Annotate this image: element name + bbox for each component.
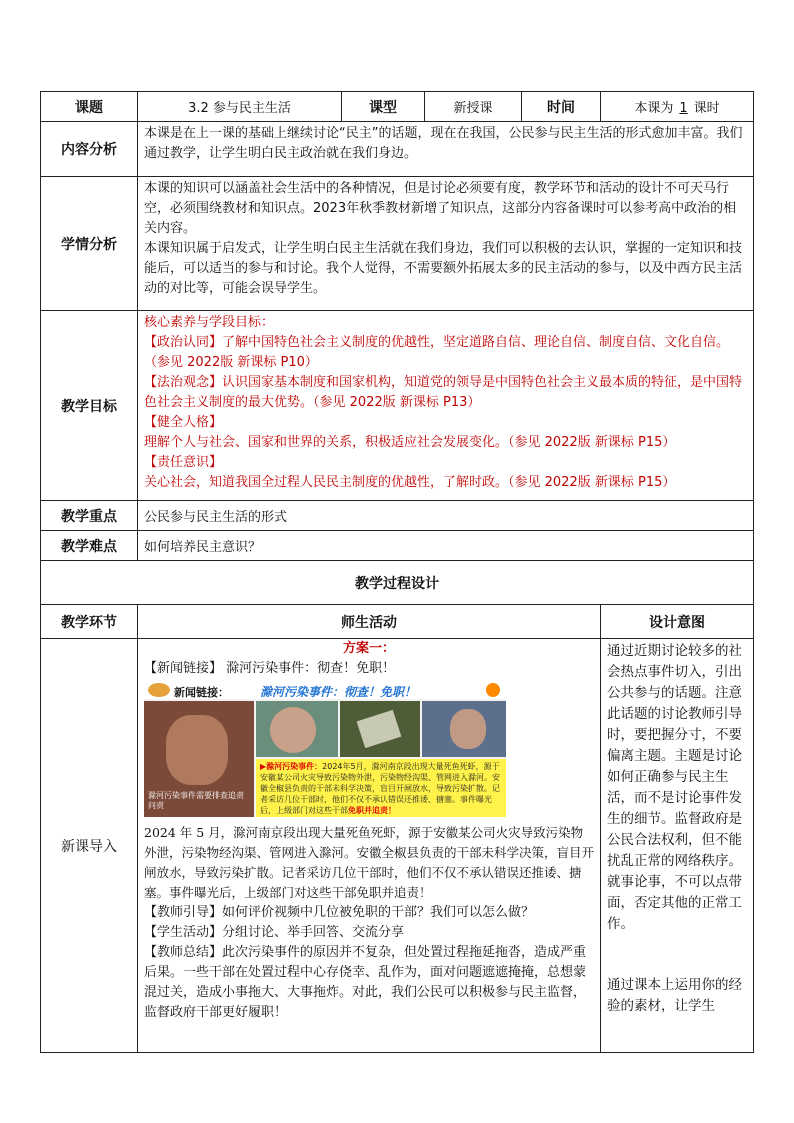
topic-label: 课题 [41,92,138,122]
topic-value: 3.2 参与民主生活 [138,92,342,122]
river-photo [340,701,420,757]
time-label: 时间 [522,92,601,122]
learner-para-2: 本课知识属于启发式，让学生明白民主生活就在我们身边，我们可以积极的去认识，掌握的一定知识和技能后，可以适当的参与和讨论。我个人觉得，不需要额外拓展太多的民主活动的参与，以及中西方民主活动的对比等，可能会误导学生。 [144,241,743,296]
time-value [601,92,754,122]
objective-item: 【政治认同】了解中国特色社会主义制度的优越性，坚定道路自信、理论自信、制度自信、文化自信。（参见 2022版 新课标 P10） [144,335,730,370]
difficulty-text: 如何培养民主意识？ [138,531,754,561]
student-line: 【学生活动】分组讨论、举手回答、交流分享 [144,925,405,940]
content-analysis-text: 本课是在上一课的基础上继续讨论“民主”的话题，现在在我国，公民参与民主生活的形式愈加丰富。我们通过教学，让学生明白民主政治就在我们身边。 [138,122,754,177]
intro-intent [601,639,754,1053]
key-point-text: 公民参与民主生活的形式 [138,501,754,531]
news-image [144,681,506,817]
news-image-title: 滁河污染事件：彻查！免职！ [260,685,417,699]
objectives-label: 教学目标 [41,311,138,501]
summary-line: 【教师总结】此次污染事件的原因并不复杂，但处置过程拖延拖沓，造成严重后果。一些干部在处置过程中心存侥幸、乱作为，面对问题遮遮掩掩，总想蒙混过关，造成小事拖大、大事拖炸。对此，我们公民可以积极参与民主监督，监督政府干部更好履职！ [144,945,587,1020]
plan-title: 方案一： [342,641,395,656]
key-point-label: 教学重点 [41,501,138,531]
guide-line: 【教师引导】如何评价视频中几位被免职的干部？我们可以怎么做？ [144,905,535,920]
news-image-label: 新闻链接： [174,686,229,699]
type-label: 课型 [342,92,425,122]
learner-analysis-text [138,177,754,311]
objective-item: 【责任意识】关心社会，知道我国全过程人民民主制度的优越性，了解时政。（参见 2022版 新课标 P15） [144,455,676,490]
intent-column-header: 设计意图 [601,605,754,639]
process-title: 教学过程设计 [41,561,754,605]
official-photo-2 [256,701,338,757]
intro-stage: 新课导入 [41,639,138,1053]
news-line: 【新闻链接】 滁河污染事件：彻查！免职！ [144,661,396,676]
time-prefix: 本课为 [634,101,674,116]
lesson-plan-table [40,91,754,1053]
learner-analysis-label: 学情分析 [41,177,138,311]
photo-caption: 滁河污染事件需要排查追责问责 [148,791,244,810]
objective-item: 【健全人格】理解个人与社会、国家和世界的关系，积极适应社会发展变化。（参见 2022版 新课标 P15） [144,415,676,450]
activity-column-header: 师生活动 [138,605,601,639]
type-value: 新授课 [425,92,522,122]
time-suffix: 课时 [693,101,720,116]
news-summary-box: ▶滁河污染事件：2024年5月，滁河南京段出现大量死鱼死虾，源于安徽某公司火灾导致污染物外泄，污染物经沟渠、管网进入滁河。安徽全椒县负责的干部未科学决策，盲目开闸放水，导致污染扩散。记者采访几位干部时，他们不仅不承认错误还推诿、搪塞。事件曝光后，上级部门对这些干部免职并追责！ [256,759,506,817]
content-analysis-label: 内容分析 [41,122,138,177]
stage-column-header: 教学环节 [41,605,138,639]
learner-para-1: 本课的知识可以涵盖社会生活中的各种情况，但是讨论必须要有度，教学环节和活动的设计不可天马行空，必须围绕教材和知识点。2023年秋季教材新增了知识点，这部分内容备课时可以参考高中政治的相关内容。 [144,181,737,236]
time-count: 1 [679,101,688,116]
objectives-heading: 核心素养与学段目标： [144,315,275,330]
intro-activity [138,639,601,1053]
difficulty-label: 教学难点 [41,531,138,561]
news-ball-icon [486,683,500,697]
intent-text-2: 通过课本上运用你的经验的素材，让学生 [607,977,742,1014]
story-text: 2024 年 5 月，滁河南京段出现大量死鱼死虾，源于安徽某公司火灾导致污染物外泄，污染物经沟渠、管网进入滁河。安徽全椒县负责的干部未科学决策，盲目开闸放水，导致污染扩散。记者采访几位干部时，他们不仅不承认错误还推诿、搪塞。事件曝光后，上级部门对这些干部免职并追责！ [144,825,595,900]
objectives-text [138,311,754,501]
official-photo [144,701,254,817]
news-logo-icon [148,683,170,697]
official-photo-3 [422,701,506,757]
objective-item: 【法治观念】认识国家基本制度和国家机构，知道党的领导是中国特色社会主义最本质的特征，是中国特色社会主义制度的最大优势。（参见 2022版 新课标 P13） [144,375,743,410]
intent-text-1: 通过近期讨论较多的社会热点事件切入，引出公共参与的话题。注意此话题的讨论教师引导时，要把握分寸，不要偏离主题。主题是讨论如何正确参与民主生活，而不是讨论事件发生的细节。监督政府是公民合法权利，但不能扰乱正常的网络秩序。就事论事，不可以点带面，否定其他的正常工作。 [607,643,742,932]
